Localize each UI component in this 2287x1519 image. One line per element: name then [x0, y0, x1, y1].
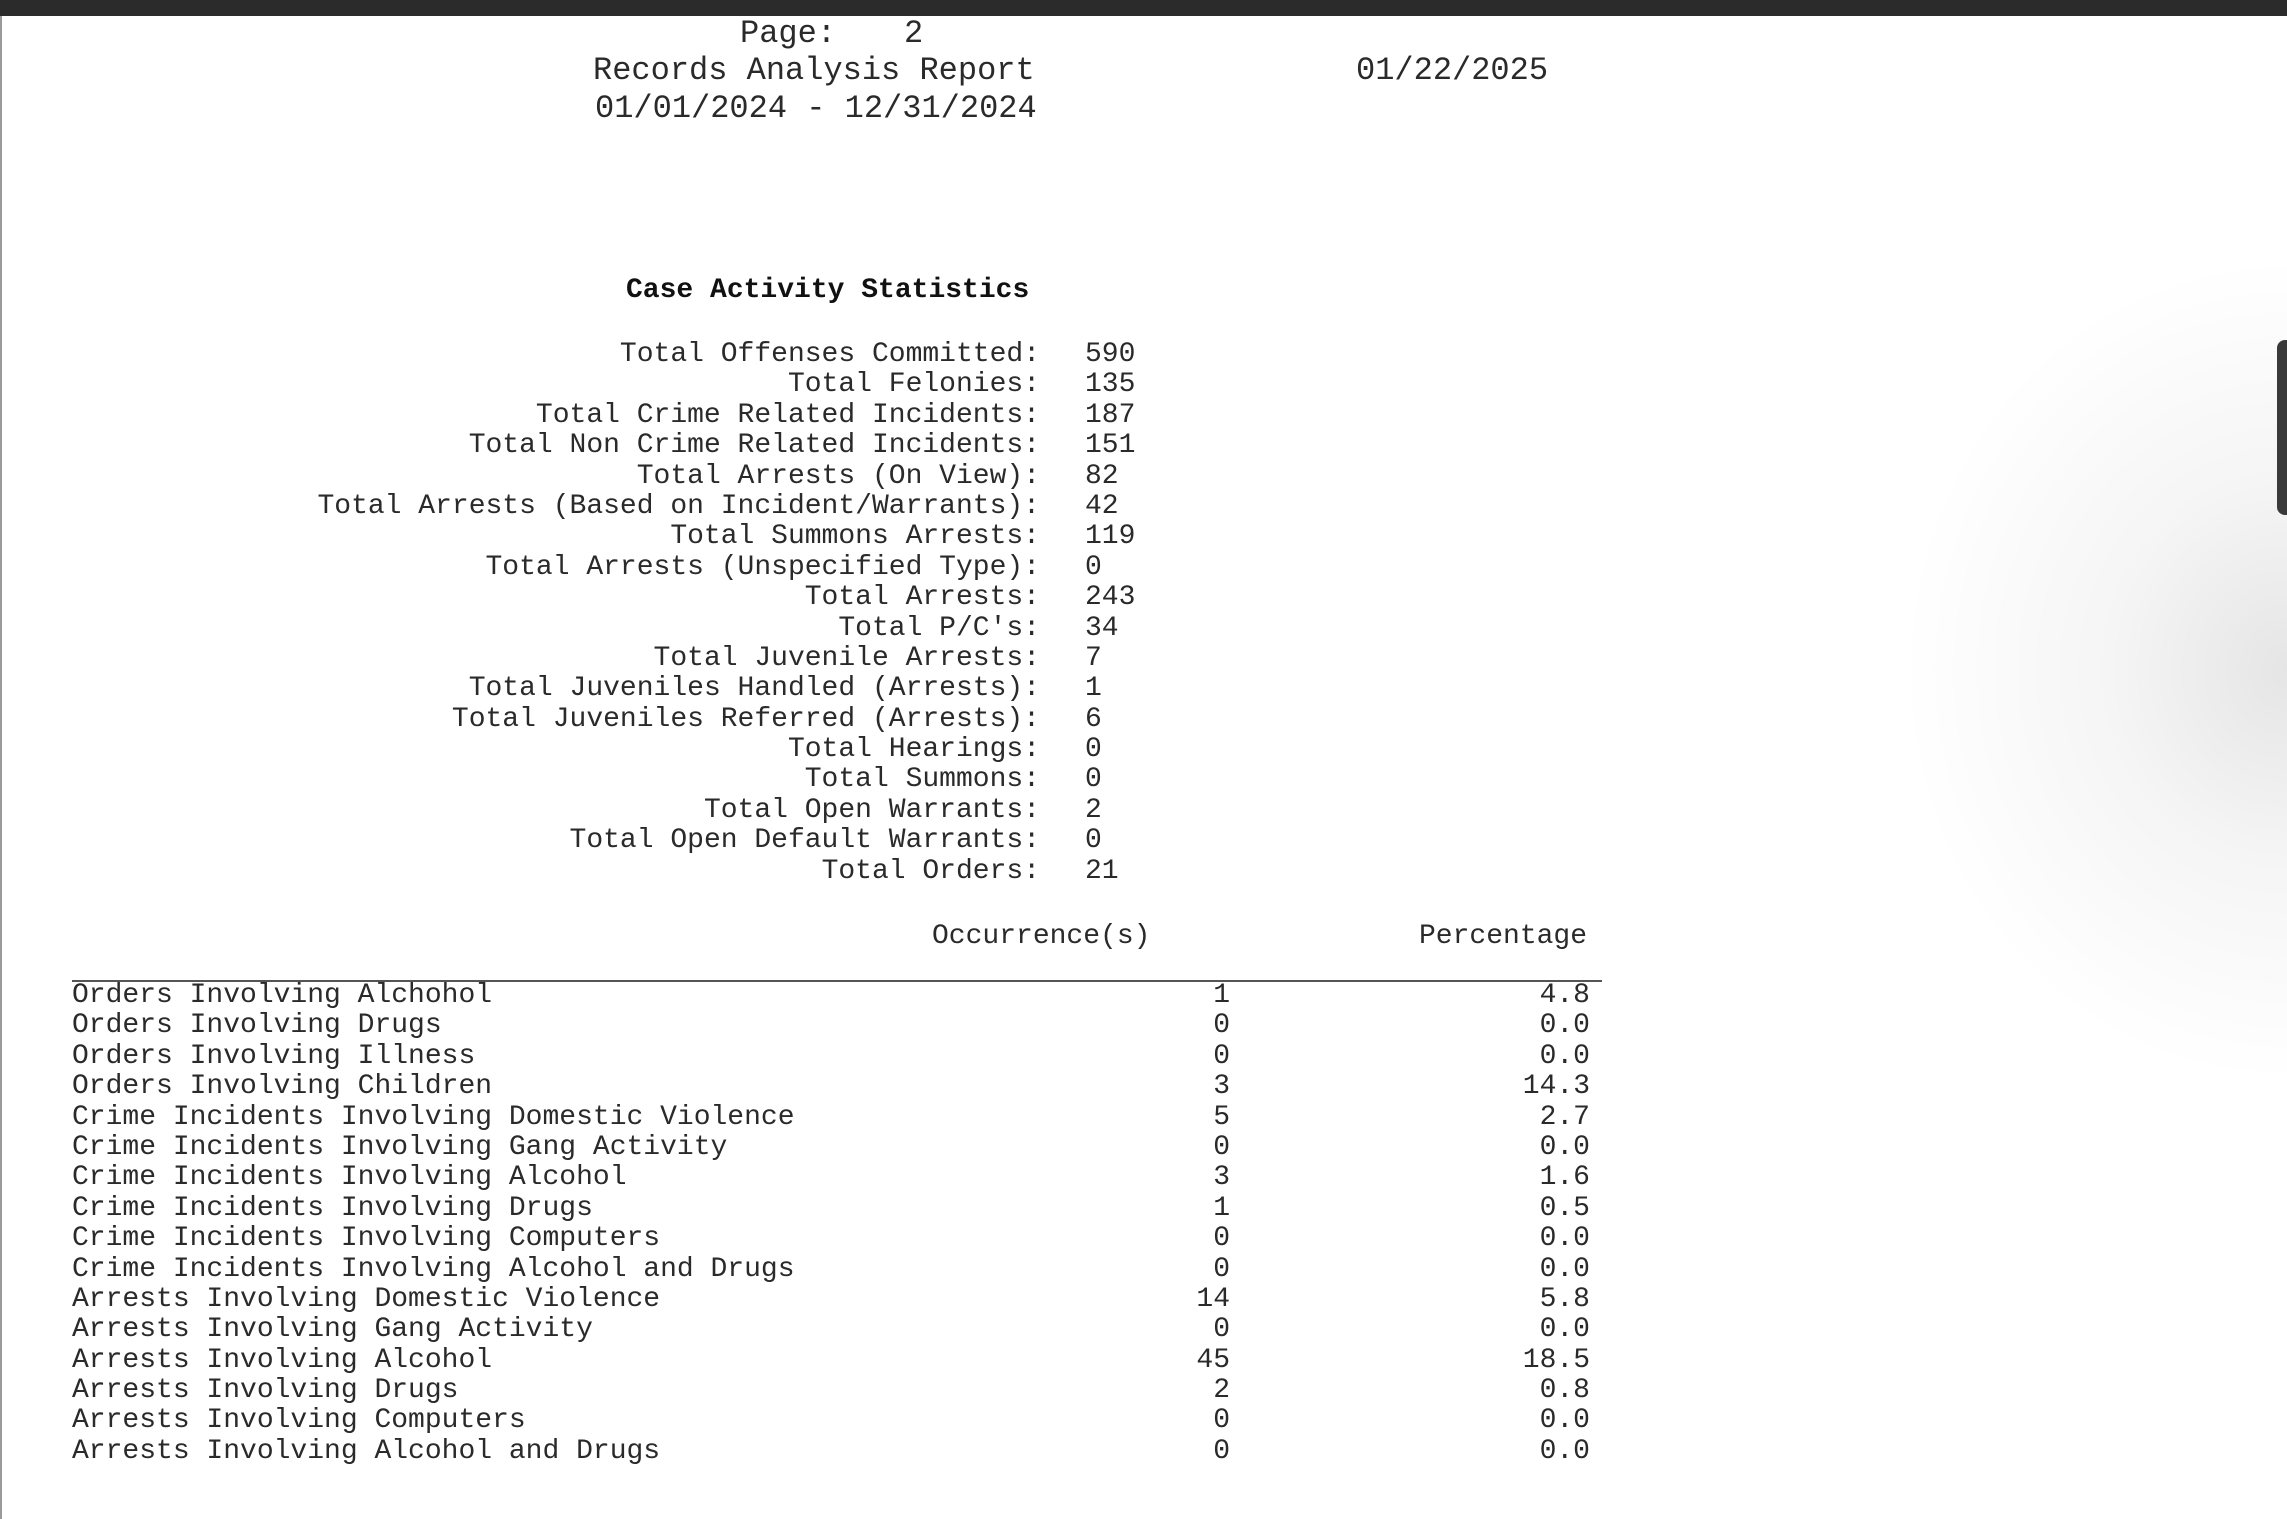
row-percentage: 0.0: [1539, 1131, 1590, 1163]
column-header-percentage: Percentage: [1419, 921, 1588, 952]
table-row: [72, 1072, 1602, 1102]
stat-value: 0: [1085, 764, 1102, 796]
page-label: Page:: [740, 15, 837, 52]
row-percentage: 0.0: [1539, 1253, 1590, 1285]
row-occurrence: 0: [1213, 1405, 1230, 1437]
stat-value: 0: [1085, 734, 1102, 766]
stat-label: Total Juveniles Handled (Arrests):: [468, 673, 1040, 705]
table-row: [72, 1437, 1602, 1467]
row-occurrence: 3: [1213, 1162, 1230, 1194]
row-label: Orders Involving Children: [72, 1071, 493, 1103]
row-label: Arrests Involving Gang Activity: [72, 1314, 593, 1346]
row-percentage: 14.3: [1522, 1071, 1590, 1103]
row-occurrence: 2: [1213, 1375, 1230, 1407]
stat-label: Total Juveniles Referred (Arrests):: [451, 703, 1040, 735]
row-label: Crime Incidents Involving Alcohol and Drugs: [72, 1253, 795, 1285]
row-percentage: 18.5: [1522, 1344, 1590, 1376]
row-percentage: 0.5: [1539, 1192, 1590, 1224]
table-row: [72, 1133, 1602, 1163]
stat-label: Total Open Warrants:: [703, 794, 1040, 826]
row-label: Arrests Involving Alcohol: [72, 1344, 493, 1376]
stat-value: 21: [1085, 855, 1119, 887]
stat-label: Total Arrests:: [804, 582, 1040, 614]
row-occurrence: 1: [1213, 1192, 1230, 1224]
table-row: [72, 1163, 1602, 1193]
table-row: [72, 1011, 1602, 1041]
stat-row: [0, 796, 1200, 826]
table-row: [72, 1406, 1602, 1436]
row-percentage: 0.0: [1539, 1435, 1590, 1467]
row-percentage: 5.8: [1539, 1283, 1590, 1315]
row-occurrence: 3: [1213, 1071, 1230, 1103]
row-occurrence: 5: [1213, 1101, 1230, 1133]
row-occurrence: 14: [1196, 1283, 1230, 1315]
stat-label: Total Offenses Committed:: [619, 339, 1040, 370]
stat-value: 243: [1085, 582, 1136, 614]
stat-row: [0, 522, 1200, 552]
row-label: Orders Involving Drugs: [72, 1010, 442, 1042]
row-percentage: 0.0: [1539, 1314, 1590, 1346]
report-title: Records Analysis Report: [593, 52, 1035, 89]
row-occurrence: 0: [1213, 1010, 1230, 1042]
stat-value: 187: [1085, 399, 1136, 431]
stat-row: [0, 674, 1200, 704]
stat-value: 0: [1085, 551, 1102, 583]
stat-label: Total Arrests (Based on Incident/Warrants):: [317, 490, 1040, 522]
stat-value: 34: [1085, 612, 1119, 644]
stat-value: 0: [1085, 825, 1102, 857]
stat-label: Total Juvenile Arrests:: [653, 642, 1040, 674]
stat-row: [0, 614, 1200, 644]
row-percentage: 1.6: [1539, 1162, 1590, 1194]
table-row: [72, 1285, 1602, 1315]
row-percentage: 4.8: [1539, 980, 1590, 1011]
stat-value: 42: [1085, 490, 1119, 522]
stat-value: 590: [1085, 339, 1136, 370]
stat-label: Total Crime Related Incidents:: [535, 399, 1040, 431]
column-header-occurrence: Occurrence(s): [932, 921, 1151, 952]
stat-label: Total Summons:: [804, 764, 1040, 796]
stat-label: Total Arrests (Unspecified Type):: [485, 551, 1040, 583]
row-label: Orders Involving Illness: [72, 1040, 476, 1072]
stat-value: 82: [1085, 460, 1119, 492]
stat-row: [0, 340, 1200, 370]
stat-row: [0, 857, 1200, 887]
row-occurrence: 0: [1213, 1253, 1230, 1285]
stat-row: [0, 431, 1200, 461]
stat-label: Total Open Default Warrants:: [569, 825, 1040, 857]
row-label: Crime Incidents Involving Gang Activity: [72, 1131, 728, 1163]
stat-row: [0, 370, 1200, 400]
row-label: Crime Incidents Involving Domestic Violence: [72, 1101, 795, 1133]
table-row: [72, 1224, 1602, 1254]
page-number: 2: [904, 15, 924, 52]
row-label: Arrests Involving Drugs: [72, 1375, 459, 1407]
side-panel-handle[interactable]: [2277, 340, 2287, 515]
row-occurrence: 0: [1213, 1314, 1230, 1346]
stat-label: Total Summons Arrests:: [670, 521, 1040, 553]
stat-value: 6: [1085, 703, 1102, 735]
stat-row: [0, 462, 1200, 492]
row-label: Crime Incidents Involving Alcohol: [72, 1162, 627, 1194]
table-row: [72, 981, 1602, 1011]
stat-row: [0, 553, 1200, 583]
page-shadow: [1867, 220, 2287, 1120]
row-label: Arrests Involving Domestic Violence: [72, 1283, 661, 1315]
row-percentage: 0.0: [1539, 1040, 1590, 1072]
stats-list: [0, 340, 1200, 887]
row-label: Arrests Involving Computers: [72, 1405, 526, 1437]
table-row: [72, 1194, 1602, 1224]
stat-value: 2: [1085, 794, 1102, 826]
stat-value: 151: [1085, 430, 1136, 462]
viewer-top-bar: [0, 0, 2287, 16]
stat-label: Total P/C's:: [838, 612, 1040, 644]
stat-row: [0, 826, 1200, 856]
row-percentage: 0.8: [1539, 1375, 1590, 1407]
stat-row: [0, 644, 1200, 674]
table-row: [72, 1346, 1602, 1376]
stat-row: [0, 705, 1200, 735]
stat-value: 135: [1085, 369, 1136, 401]
row-occurrence: 0: [1213, 1435, 1230, 1467]
table-row: [72, 1103, 1602, 1133]
row-occurrence: 0: [1213, 1223, 1230, 1255]
stat-label: Total Orders:: [821, 855, 1040, 887]
table-row: [72, 1042, 1602, 1072]
row-occurrence: 0: [1213, 1040, 1230, 1072]
row-occurrence: 45: [1196, 1344, 1230, 1376]
row-percentage: 0.0: [1539, 1405, 1590, 1437]
row-label: Orders Involving Alchohol: [72, 980, 493, 1011]
section-title: Case Activity Statistics: [626, 275, 1030, 306]
stat-label: Total Felonies:: [787, 369, 1040, 401]
stat-value: 1: [1085, 673, 1102, 705]
row-percentage: 2.7: [1539, 1101, 1590, 1133]
stat-row: [0, 583, 1200, 613]
stat-value: 119: [1085, 521, 1136, 553]
row-label: Arrests Involving Alcohol and Drugs: [72, 1435, 661, 1467]
date-range: 01/01/2024 - 12/31/2024: [595, 90, 1037, 127]
row-label: Crime Incidents Involving Drugs: [72, 1192, 593, 1224]
stat-row: [0, 492, 1200, 522]
row-occurrence: 1: [1213, 980, 1230, 1011]
stat-row: [0, 735, 1200, 765]
row-percentage: 0.0: [1539, 1223, 1590, 1255]
row-percentage: 0.0: [1539, 1010, 1590, 1042]
table-row: [72, 1315, 1602, 1345]
row-occurrence: 0: [1213, 1131, 1230, 1163]
stat-label: Total Arrests (On View):: [636, 460, 1040, 492]
row-label: Crime Incidents Involving Computers: [72, 1223, 661, 1255]
stat-label: Total Hearings:: [787, 734, 1040, 766]
stat-label: Total Non Crime Related Incidents:: [468, 430, 1040, 462]
table-row: [72, 1255, 1602, 1285]
involvement-table: [72, 981, 1602, 1467]
stat-row: [0, 401, 1200, 431]
table-row: [72, 1376, 1602, 1406]
stat-value: 7: [1085, 642, 1102, 674]
print-date: 01/22/2025: [1356, 52, 1549, 89]
stat-row: [0, 765, 1200, 795]
